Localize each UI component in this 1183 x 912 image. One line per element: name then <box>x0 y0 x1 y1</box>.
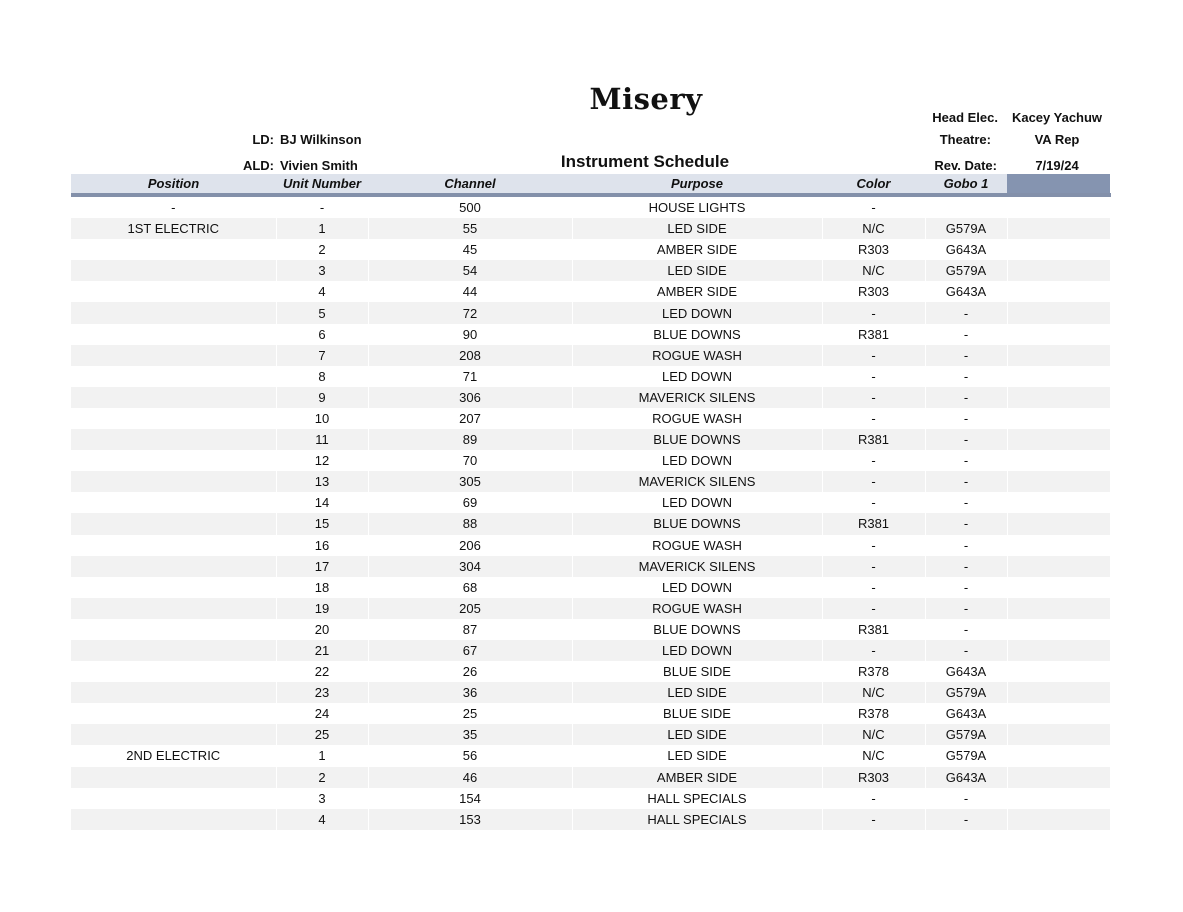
cell-channel: 500 <box>368 195 572 218</box>
table-row <box>71 556 1110 577</box>
cell-purpose: LED DOWN <box>572 492 822 513</box>
cell-gobo-1: G643A <box>925 767 1007 788</box>
cell-unit-number: 1 <box>276 745 368 766</box>
cell-purpose: LED DOWN <box>572 302 822 323</box>
cell-purpose: ROGUE WASH <box>572 408 822 429</box>
cell-position <box>71 302 276 323</box>
table-row <box>71 767 1110 788</box>
table-row <box>71 429 1110 450</box>
table-row <box>71 450 1110 471</box>
cell-color: - <box>822 387 925 408</box>
cell-color: - <box>822 366 925 387</box>
cell-unit-number: 9 <box>276 387 368 408</box>
cell-extra <box>1007 345 1110 366</box>
cell-position <box>71 450 276 471</box>
schedule-title: Instrument Schedule <box>560 152 730 171</box>
cell-position <box>71 513 276 534</box>
cell-color: - <box>822 450 925 471</box>
cell-color: R381 <box>822 513 925 534</box>
ald-label: ALD: <box>242 158 274 173</box>
cell-color: R381 <box>822 619 925 640</box>
cell-position <box>71 640 276 661</box>
cell-extra <box>1007 513 1110 534</box>
cell-unit-number: 14 <box>276 492 368 513</box>
cell-gobo-1 <box>925 195 1007 218</box>
cell-unit-number: 6 <box>276 324 368 345</box>
cell-unit-number: 10 <box>276 408 368 429</box>
cell-extra <box>1007 281 1110 302</box>
cell-extra <box>1007 471 1110 492</box>
cell-purpose: BLUE DOWNS <box>572 324 822 345</box>
cell-channel: 54 <box>368 260 572 281</box>
cell-position <box>71 281 276 302</box>
cell-gobo-1: G643A <box>925 239 1007 260</box>
cell-extra <box>1007 195 1110 218</box>
cell-color: - <box>822 535 925 556</box>
cell-gobo-1: - <box>925 640 1007 661</box>
table-row <box>71 471 1110 492</box>
cell-extra <box>1007 429 1110 450</box>
cell-purpose: AMBER SIDE <box>572 767 822 788</box>
table-row <box>71 682 1110 703</box>
cell-position <box>71 324 276 345</box>
cell-purpose: LED SIDE <box>572 745 822 766</box>
cell-gobo-1: - <box>925 408 1007 429</box>
column-header-channel: Channel <box>368 174 572 195</box>
cell-purpose: HOUSE LIGHTS <box>572 195 822 218</box>
rev-date-value: 7/19/24 <box>1035 158 1079 173</box>
cell-unit-number: 16 <box>276 535 368 556</box>
cell-gobo-1: - <box>925 598 1007 619</box>
cell-position <box>71 767 276 788</box>
cell-purpose: LED DOWN <box>572 366 822 387</box>
column-header-extra <box>1007 174 1110 195</box>
cell-gobo-1: - <box>925 429 1007 450</box>
cell-gobo-1: - <box>925 535 1007 556</box>
cell-unit-number: 15 <box>276 513 368 534</box>
cell-purpose: BLUE SIDE <box>572 661 822 682</box>
cell-purpose: LED DOWN <box>572 640 822 661</box>
table-row <box>71 239 1110 260</box>
cell-extra <box>1007 619 1110 640</box>
cell-unit-number: 19 <box>276 598 368 619</box>
cell-color: - <box>822 302 925 323</box>
cell-channel: 70 <box>368 450 572 471</box>
cell-unit-number: 25 <box>276 724 368 745</box>
cell-purpose: LED SIDE <box>572 260 822 281</box>
table-row <box>71 788 1110 809</box>
cell-gobo-1: - <box>925 788 1007 809</box>
table-row <box>71 218 1110 239</box>
cell-extra <box>1007 535 1110 556</box>
cell-position: 2ND ELECTRIC <box>71 745 276 766</box>
cell-position <box>71 239 276 260</box>
table-row <box>71 745 1110 766</box>
cell-gobo-1: G579A <box>925 724 1007 745</box>
cell-position <box>71 429 276 450</box>
cell-purpose: MAVERICK SILENS <box>572 556 822 577</box>
cell-purpose: LED SIDE <box>572 682 822 703</box>
cell-extra <box>1007 661 1110 682</box>
table-row <box>71 640 1110 661</box>
table-row <box>71 345 1110 366</box>
column-header-purpose: Purpose <box>572 174 822 195</box>
table-row <box>71 366 1110 387</box>
cell-color: - <box>822 195 925 218</box>
cell-extra <box>1007 703 1110 724</box>
cell-color: N/C <box>822 260 925 281</box>
cell-channel: 207 <box>368 408 572 429</box>
cell-color: R378 <box>822 661 925 682</box>
cell-color: - <box>822 471 925 492</box>
cell-extra <box>1007 408 1110 429</box>
cell-position <box>71 577 276 598</box>
cell-gobo-1: - <box>925 619 1007 640</box>
cell-color: R303 <box>822 239 925 260</box>
cell-color: R381 <box>822 429 925 450</box>
cell-extra <box>1007 387 1110 408</box>
cell-channel: 89 <box>368 429 572 450</box>
column-header-color: Color <box>822 174 925 195</box>
cell-color: - <box>822 788 925 809</box>
cell-extra <box>1007 598 1110 619</box>
cell-gobo-1: - <box>925 324 1007 345</box>
cell-unit-number: 3 <box>276 260 368 281</box>
cell-position <box>71 387 276 408</box>
cell-unit-number: 4 <box>276 281 368 302</box>
cell-purpose: BLUE DOWNS <box>572 513 822 534</box>
cell-unit-number: 7 <box>276 345 368 366</box>
cell-color: R303 <box>822 767 925 788</box>
instrument-schedule-table <box>71 174 1111 830</box>
cell-extra <box>1007 239 1110 260</box>
cell-purpose: BLUE SIDE <box>572 703 822 724</box>
cell-position: 1ST ELECTRIC <box>71 218 276 239</box>
cell-extra <box>1007 724 1110 745</box>
cell-purpose: ROGUE WASH <box>572 345 822 366</box>
theatre-label: Theatre: <box>939 132 991 147</box>
table-row <box>71 408 1110 429</box>
cell-unit-number: 23 <box>276 682 368 703</box>
cell-unit-number: 22 <box>276 661 368 682</box>
cell-gobo-1: - <box>925 492 1007 513</box>
cell-unit-number: 2 <box>276 767 368 788</box>
cell-channel: 26 <box>368 661 572 682</box>
table-row <box>71 195 1110 218</box>
cell-channel: 68 <box>368 577 572 598</box>
column-header-position: Position <box>71 174 276 195</box>
table-row <box>71 281 1110 302</box>
cell-channel: 87 <box>368 619 572 640</box>
cell-unit-number: 8 <box>276 366 368 387</box>
cell-position <box>71 260 276 281</box>
cell-position <box>71 598 276 619</box>
cell-purpose: MAVERICK SILENS <box>572 387 822 408</box>
cell-channel: 56 <box>368 745 572 766</box>
cell-unit-number: 13 <box>276 471 368 492</box>
cell-channel: 35 <box>368 724 572 745</box>
column-header-unit-number: Unit Number <box>276 174 368 195</box>
cell-color: - <box>822 556 925 577</box>
cell-purpose: BLUE DOWNS <box>572 429 822 450</box>
cell-position <box>71 366 276 387</box>
cell-color: N/C <box>822 724 925 745</box>
ld-value: BJ Wilkinson <box>280 132 362 147</box>
cell-purpose: HALL SPECIALS <box>572 809 822 830</box>
cell-gobo-1: - <box>925 450 1007 471</box>
cell-unit-number: 17 <box>276 556 368 577</box>
cell-unit-number: 24 <box>276 703 368 724</box>
cell-purpose: ROGUE WASH <box>572 598 822 619</box>
cell-position: - <box>71 195 276 218</box>
cell-color: - <box>822 408 925 429</box>
cell-gobo-1: - <box>925 471 1007 492</box>
cell-unit-number: - <box>276 195 368 218</box>
cell-color: - <box>822 640 925 661</box>
cell-channel: 55 <box>368 218 572 239</box>
cell-gobo-1: G643A <box>925 661 1007 682</box>
cell-gobo-1: G579A <box>925 218 1007 239</box>
cell-extra <box>1007 788 1110 809</box>
cell-position <box>71 788 276 809</box>
cell-extra <box>1007 809 1110 830</box>
cell-extra <box>1007 218 1110 239</box>
cell-position <box>71 556 276 577</box>
cell-gobo-1: - <box>925 556 1007 577</box>
cell-channel: 45 <box>368 239 572 260</box>
cell-position <box>71 345 276 366</box>
cell-purpose: BLUE DOWNS <box>572 619 822 640</box>
cell-channel: 46 <box>368 767 572 788</box>
cell-extra <box>1007 366 1110 387</box>
cell-channel: 306 <box>368 387 572 408</box>
cell-position <box>71 682 276 703</box>
cell-color: - <box>822 598 925 619</box>
cell-extra <box>1007 302 1110 323</box>
head-elec-value: Kacey Yachuw <box>1011 110 1103 125</box>
theatre-value: VA Rep <box>1034 132 1080 147</box>
cell-extra <box>1007 260 1110 281</box>
table-row <box>71 260 1110 281</box>
cell-channel: 69 <box>368 492 572 513</box>
cell-unit-number: 12 <box>276 450 368 471</box>
cell-position <box>71 724 276 745</box>
table-row <box>71 619 1110 640</box>
cell-position <box>71 703 276 724</box>
cell-purpose: AMBER SIDE <box>572 239 822 260</box>
head-elec-label: Head Elec. <box>932 110 998 125</box>
cell-channel: 153 <box>368 809 572 830</box>
cell-unit-number: 3 <box>276 788 368 809</box>
cell-gobo-1: G579A <box>925 745 1007 766</box>
table-header-row <box>71 174 1110 195</box>
ald-value: Vivien Smith <box>280 158 358 173</box>
cell-gobo-1: - <box>925 387 1007 408</box>
cell-extra <box>1007 640 1110 661</box>
cell-channel: 44 <box>368 281 572 302</box>
cell-purpose: AMBER SIDE <box>572 281 822 302</box>
cell-extra <box>1007 682 1110 703</box>
cell-channel: 71 <box>368 366 572 387</box>
cell-purpose: LED DOWN <box>572 450 822 471</box>
cell-position <box>71 492 276 513</box>
cell-unit-number: 21 <box>276 640 368 661</box>
cell-color: N/C <box>822 682 925 703</box>
cell-position <box>71 535 276 556</box>
cell-extra <box>1007 745 1110 766</box>
cell-gobo-1: - <box>925 345 1007 366</box>
cell-gobo-1: G579A <box>925 682 1007 703</box>
cell-purpose: HALL SPECIALS <box>572 788 822 809</box>
table-row <box>71 661 1110 682</box>
cell-color: N/C <box>822 218 925 239</box>
table-row <box>71 387 1110 408</box>
table-body <box>71 195 1110 830</box>
cell-purpose: MAVERICK SILENS <box>572 471 822 492</box>
table-row <box>71 535 1110 556</box>
cell-unit-number: 11 <box>276 429 368 450</box>
table-row <box>71 598 1110 619</box>
cell-unit-number: 5 <box>276 302 368 323</box>
table-row <box>71 492 1110 513</box>
cell-position <box>71 661 276 682</box>
cell-position <box>71 408 276 429</box>
cell-channel: 206 <box>368 535 572 556</box>
table-row <box>71 302 1110 323</box>
cell-unit-number: 2 <box>276 239 368 260</box>
cell-color: - <box>822 809 925 830</box>
table-row <box>71 703 1110 724</box>
cell-channel: 205 <box>368 598 572 619</box>
cell-unit-number: 4 <box>276 809 368 830</box>
rev-date-label: Rev. Date: <box>934 158 997 173</box>
cell-extra <box>1007 577 1110 598</box>
cell-channel: 67 <box>368 640 572 661</box>
ld-label: LD: <box>252 132 274 147</box>
table-row <box>71 324 1110 345</box>
cell-color: - <box>822 577 925 598</box>
cell-color: N/C <box>822 745 925 766</box>
cell-extra <box>1007 450 1110 471</box>
cell-channel: 72 <box>368 302 572 323</box>
cell-color: R378 <box>822 703 925 724</box>
cell-channel: 88 <box>368 513 572 534</box>
cell-purpose: LED DOWN <box>572 577 822 598</box>
cell-channel: 154 <box>368 788 572 809</box>
cell-position <box>71 471 276 492</box>
cell-color: - <box>822 345 925 366</box>
cell-extra <box>1007 767 1110 788</box>
cell-position <box>71 619 276 640</box>
column-header-gobo-1: Gobo 1 <box>925 174 1007 195</box>
table-row <box>71 724 1110 745</box>
cell-gobo-1: G643A <box>925 703 1007 724</box>
cell-extra <box>1007 324 1110 345</box>
cell-gobo-1: - <box>925 513 1007 534</box>
cell-gobo-1: - <box>925 577 1007 598</box>
cell-unit-number: 18 <box>276 577 368 598</box>
cell-color: R303 <box>822 281 925 302</box>
cell-channel: 25 <box>368 703 572 724</box>
cell-purpose: LED SIDE <box>572 218 822 239</box>
table-row <box>71 577 1110 598</box>
cell-gobo-1: G643A <box>925 281 1007 302</box>
cell-gobo-1: - <box>925 302 1007 323</box>
table-row <box>71 809 1110 830</box>
cell-purpose: ROGUE WASH <box>572 535 822 556</box>
cell-color: - <box>822 492 925 513</box>
cell-purpose: LED SIDE <box>572 724 822 745</box>
table-row <box>71 513 1110 534</box>
cell-channel: 36 <box>368 682 572 703</box>
cell-channel: 305 <box>368 471 572 492</box>
cell-position <box>71 809 276 830</box>
cell-channel: 90 <box>368 324 572 345</box>
cell-gobo-1: G579A <box>925 260 1007 281</box>
cell-channel: 304 <box>368 556 572 577</box>
cell-channel: 208 <box>368 345 572 366</box>
cell-unit-number: 20 <box>276 619 368 640</box>
cell-color: R381 <box>822 324 925 345</box>
show-title: Misery <box>589 82 703 116</box>
cell-gobo-1: - <box>925 809 1007 830</box>
cell-unit-number: 1 <box>276 218 368 239</box>
cell-extra <box>1007 492 1110 513</box>
cell-gobo-1: - <box>925 366 1007 387</box>
cell-extra <box>1007 556 1110 577</box>
